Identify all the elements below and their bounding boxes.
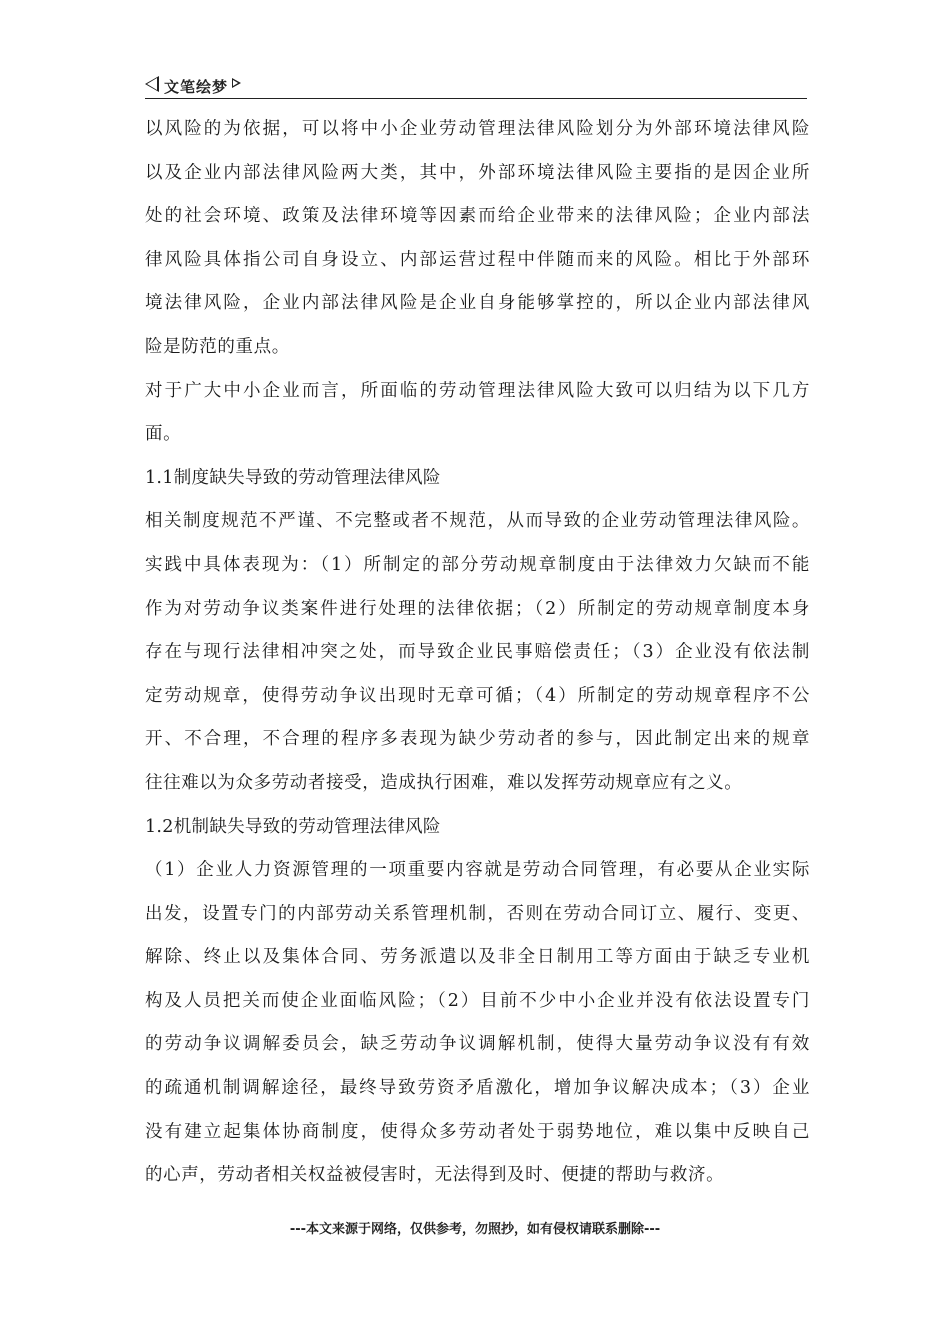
header-title: 文笔绘梦	[164, 78, 229, 96]
body-line: 作为对劳动争议类案件进行处理的法律依据；（2）所制定的劳动规章制度本身	[145, 598, 810, 619]
body-line: 处的社会环境、政策及法律环境等因素而给企业带来的法律风险；企业内部法	[145, 206, 810, 227]
body-line: 以及企业内部法律风险两大类，其中，外部环境法律风险主要指的是因企业所	[145, 162, 810, 183]
body-line: 以风险的为依据，可以将中小企业劳动管理法律风险划分为外部环境法律风险	[145, 119, 810, 139]
body-line: 律风险具体指公司自身设立、内部运营过程中伴随而来的风险。相比于外部环	[145, 249, 810, 270]
body-line: 的疏通机制调解途径，最终导致劳资矛盾激化，增加争议解决成本；（3）企业	[145, 1078, 810, 1099]
body-line: 面。	[145, 424, 182, 445]
body-line: 的劳动争议调解委员会，缺乏劳动争议调解机制，使得大量劳动争议没有有效	[145, 1034, 810, 1055]
body-line: 境法律风险，企业内部法律风险是企业自身能够掌控的，所以企业内部法律风	[145, 293, 810, 314]
body-line: 开、不合理，不合理的程序多表现为缺少劳动者的参与，因此制定出来的规章	[145, 729, 810, 750]
section-heading: 1.2机制缺失导致的劳动管理法律风险	[145, 816, 441, 837]
body-line: 的心声，劳动者相关权益被侵害时，无法得到及时、便捷的帮助与救济。	[145, 1165, 725, 1186]
right-triangle-icon	[232, 78, 241, 88]
body-line: 险是防范的重点。	[145, 336, 290, 357]
page-header	[145, 74, 807, 99]
body-line: 对于广大中小企业而言，所面临的劳动管理法律风险大致可以归结为以下几方	[145, 380, 810, 401]
body-line: 出发，设置专门的内部劳动关系管理机制，否则在劳动合同订立、履行、变更、	[145, 903, 810, 924]
body-line: （1）企业人力资源管理的一项重要内容就是劳动合同管理，有必要从企业实际	[145, 860, 810, 881]
page-footer: ---本文来源于网络，仅供参考，勿照抄，如有侵权请联系删除---	[289, 1222, 661, 1237]
document-body	[145, 108, 810, 1198]
body-line: 存在与现行法律相冲突之处，而导致企业民事赔偿责任；（3）企业没有依法制	[145, 642, 810, 663]
body-line: 构及人员把关而使企业面临风险；（2）目前不少中小企业并没有依法设置专门	[145, 990, 810, 1011]
body-line: 定劳动规章，使得劳动争议出现时无章可循；（4）所制定的劳动规章程序不公	[145, 685, 810, 706]
body-line: 相关制度规范不严谨、不完整或者不规范，从而导致的企业劳动管理法律风险。	[145, 511, 810, 532]
section-heading: 1.1制度缺失导致的劳动管理法律风险	[145, 467, 441, 488]
body-line: 没有建立起集体协商制度，使得众多劳动者处于弱势地位，难以集中反映自己	[145, 1121, 810, 1142]
left-triangle-icon	[145, 76, 159, 92]
body-line: 解除、终止以及集体合同、劳务派遣以及非全日制用工等方面由于缺乏专业机	[145, 947, 810, 968]
body-line: 往往难以为众多劳动者接受，造成执行困难，难以发挥劳动规章应有之义。	[145, 772, 743, 793]
body-line: 实践中具体表现为：（1）所制定的部分劳动规章制度由于法律效力欠缺而不能	[145, 554, 810, 575]
